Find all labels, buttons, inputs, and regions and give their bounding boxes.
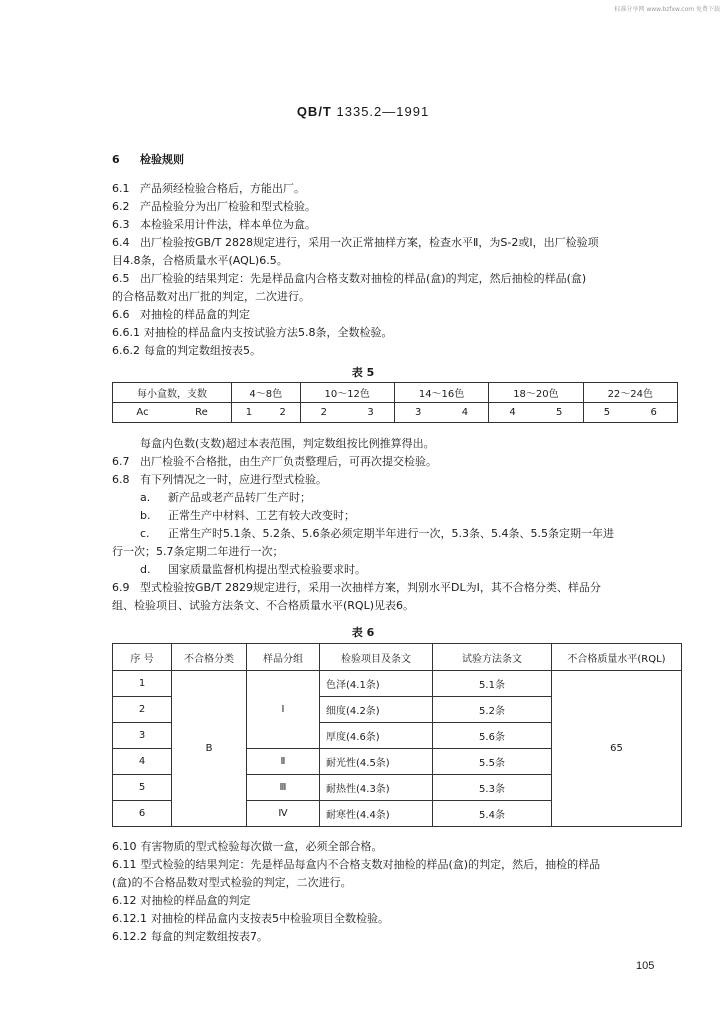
- table-header-cell: 22～24色: [583, 383, 677, 403]
- table-6: [112, 643, 682, 827]
- list-item: [140, 563, 676, 577]
- clause-number: 6.6.2: [112, 344, 140, 357]
- list-item: [140, 509, 676, 523]
- clause: [112, 272, 676, 286]
- clause: [112, 455, 676, 469]
- list-marker: b.: [140, 509, 151, 522]
- clause-continuation: 目4.8条，合格质量水平(AQL)6.5。: [112, 254, 288, 267]
- row-number: 3: [113, 723, 172, 749]
- clause: [112, 912, 676, 926]
- row-number: 4: [113, 749, 172, 775]
- clause: [112, 581, 676, 595]
- table-header-cell: 10～12色: [300, 383, 394, 403]
- table-header-cell: 每小盒数，支数: [113, 383, 232, 403]
- clause-number: 6.6.1: [112, 326, 140, 339]
- list-text: 正常生产中材料、工艺有较大改变时；: [168, 509, 355, 522]
- table-cell: [113, 403, 232, 423]
- table-header-cell: 检验项目及条文: [320, 644, 433, 671]
- clause-text: 型式检验按GB/T 2829规定进行，采用一次抽样方案，判别水平DL为Ⅰ，其不合格分类、样品分: [140, 581, 601, 594]
- clause-number: 6.12.1: [112, 912, 147, 925]
- clause-text: 对抽检的样品盒内支按表5中检验项目全数检验。: [151, 912, 389, 925]
- re-label: Re: [195, 407, 208, 418]
- test-method: 5.4条: [433, 801, 552, 827]
- section-title: 检验规则: [140, 153, 184, 166]
- ac-value: 4: [509, 407, 516, 418]
- table-row: [113, 403, 678, 423]
- page-header: [0, 104, 726, 119]
- list-marker: a.: [140, 491, 151, 504]
- clause-number: 6.4: [112, 236, 130, 249]
- table-header-cell: 序 号: [113, 644, 172, 671]
- test-method: 5.6条: [433, 723, 552, 749]
- list-item: [140, 527, 676, 541]
- table-5: [112, 382, 678, 423]
- clause: [112, 182, 676, 196]
- clause-text: 每盒的判定数组按表7。: [151, 930, 268, 943]
- clause: [112, 344, 676, 358]
- clause: [112, 308, 676, 322]
- clause-number: 6.7: [112, 455, 130, 468]
- clause: [112, 236, 676, 250]
- clause: [112, 326, 676, 340]
- section-heading: [112, 153, 676, 167]
- sample-group: Ⅲ: [247, 775, 320, 801]
- clause: [112, 894, 676, 908]
- table-header-row: [113, 644, 682, 671]
- re-value: 2: [279, 407, 286, 418]
- clause-continuation: 组、检验项目、试验方法条文、不合格质量水平(RQL)见表6。: [112, 599, 415, 612]
- clause-number: 6.12: [112, 894, 137, 907]
- clause-number: 6.2: [112, 200, 130, 213]
- section-number: 6: [112, 153, 120, 166]
- clause-number: 6.5: [112, 272, 130, 285]
- ac-value: 5: [603, 407, 611, 418]
- clause-number: 6.10: [112, 840, 137, 853]
- list-text: 正常生产时5.1条、5.2条、5.6条必须定期半年进行一次，5.3条、5.4条、5.5条定期一年进: [168, 527, 614, 540]
- clause-number: 6.8: [112, 473, 130, 486]
- clause-number: 6.1: [112, 182, 130, 195]
- table-row: [113, 671, 682, 697]
- inspection-item: 耐寒性(4.4条): [320, 801, 433, 827]
- table-header-cell: 4～8色: [232, 383, 301, 403]
- clause-text: 本检验采用计件法，样本单位为盒。: [140, 218, 316, 231]
- test-method: 5.5条: [433, 749, 552, 775]
- clause-number: 6.12.2: [112, 930, 147, 943]
- clause: [112, 218, 676, 232]
- ac-label: Ac: [136, 407, 149, 418]
- clause-text: 出厂检验不合格批，由生产厂负责整理后，可再次提交检验。: [140, 455, 437, 468]
- clause-text: 有害物质的型式检验每次做一盒，必须全部合格。: [140, 840, 383, 853]
- row-number: 5: [113, 775, 172, 801]
- standard-number: 1335.2—1991: [336, 104, 430, 119]
- clause-text: 对抽检的样品盒内支按试验方法5.8条，全数检验。: [144, 326, 393, 339]
- inspection-item: 色泽(4.1条): [320, 671, 433, 697]
- table5-caption: 表 5: [351, 366, 375, 379]
- re-value: 5: [556, 407, 563, 418]
- row-number: 1: [113, 671, 172, 697]
- table-header-cell: 18～20色: [489, 383, 583, 403]
- clause: [112, 840, 676, 854]
- table-header-cell: 样品分组: [247, 644, 320, 671]
- table-cell: [300, 403, 394, 423]
- clause-text: 每盒的判定数组按表5。: [144, 344, 261, 357]
- clause: [112, 473, 676, 487]
- table5-note: 每盒内色数(支数)超过本表范围，判定数组按比例推算得出。: [140, 437, 435, 450]
- clause-text: 对抽检的样品盒的判定: [140, 894, 251, 907]
- inspection-item: 厚度(4.6条): [320, 723, 433, 749]
- re-value: 3: [367, 407, 374, 418]
- test-method: 5.2条: [433, 697, 552, 723]
- list-continuation: 行一次；5.7条定期二年进行一次；: [112, 545, 284, 558]
- clause-text: 有下列情况之一时，应进行型式检验。: [140, 473, 327, 486]
- clause-text: 产品检验分为出厂检验和型式检验。: [140, 200, 316, 213]
- clause-text: 对抽检的样品盒的判定: [140, 308, 250, 321]
- table-cell: [232, 403, 301, 423]
- clause: [112, 858, 676, 872]
- table-header-row: [113, 383, 678, 403]
- table-cell: [394, 403, 488, 423]
- clause-continuation: 的合格品数对出厂批的判定，二次进行。: [112, 290, 310, 303]
- list-marker: d.: [140, 563, 151, 576]
- rql-value: 65: [552, 671, 682, 827]
- list-item: [140, 491, 676, 505]
- clause-number: 6.11: [112, 858, 137, 871]
- clause-number: 6.6: [112, 308, 130, 321]
- table-header-cell: 不合格质量水平(RQL): [552, 644, 682, 671]
- list-text: 新产品或老产品转厂生产时；: [168, 491, 311, 504]
- table-cell: [583, 403, 677, 423]
- ac-value: 3: [415, 407, 422, 418]
- watermark: 标准分享网 www.bzfxw.com 免费下载: [614, 6, 720, 13]
- table-header-cell: 14～16色: [394, 383, 488, 403]
- clause-number: 6.3: [112, 218, 130, 231]
- sample-group: Ⅳ: [247, 801, 320, 827]
- row-number: 6: [113, 801, 172, 827]
- clause-number: 6.9: [112, 581, 130, 594]
- clause-text: 型式检验的结果判定：先是样品每盒内不合格支数对抽检的样品(盒)的判定，然后，抽检的样品: [140, 858, 601, 871]
- table-header-cell: 试验方法条文: [433, 644, 552, 671]
- inspection-item: 耐光性(4.5条): [320, 749, 433, 775]
- table-header-cell: 不合格分类: [172, 644, 247, 671]
- page-number: 105: [636, 960, 655, 972]
- ac-value: 1: [245, 407, 253, 418]
- test-method: 5.1条: [433, 671, 552, 697]
- inspection-item: 细度(4.2条): [320, 697, 433, 723]
- re-value: 4: [461, 407, 469, 418]
- table-cell: [489, 403, 583, 423]
- table6-caption: 表 6: [351, 626, 375, 639]
- row-number: 2: [113, 697, 172, 723]
- list-marker: c.: [140, 527, 150, 540]
- clause-text: 出厂检验按GB/T 2828规定进行，采用一次正常抽样方案，检查水平Ⅱ，为S-2或Ⅰ，出厂检验项: [140, 236, 599, 249]
- sample-group: Ⅰ: [247, 671, 320, 749]
- clause-continuation: (盒)的不合格品数对型式检验的判定，二次进行。: [112, 876, 352, 889]
- clause: [112, 930, 676, 944]
- re-value: 6: [650, 407, 657, 418]
- defect-category: B: [172, 671, 247, 827]
- clause: [112, 200, 676, 214]
- ac-value: 2: [320, 407, 328, 418]
- inspection-item: 耐热性(4.3条): [320, 775, 433, 801]
- clause-text: 产品须经检验合格后，方能出厂。: [140, 182, 305, 195]
- test-method: 5.3条: [433, 775, 552, 801]
- standard-code: QB/T: [296, 104, 332, 119]
- sample-group: Ⅱ: [247, 749, 320, 775]
- clause-text: 出厂检验的结果判定：先是样品盒内合格支数对抽检的样品(盒)的判定，然后抽检的样品(盒): [140, 272, 587, 285]
- list-text: 国家质量监督机构提出型式检验要求时。: [168, 563, 366, 576]
